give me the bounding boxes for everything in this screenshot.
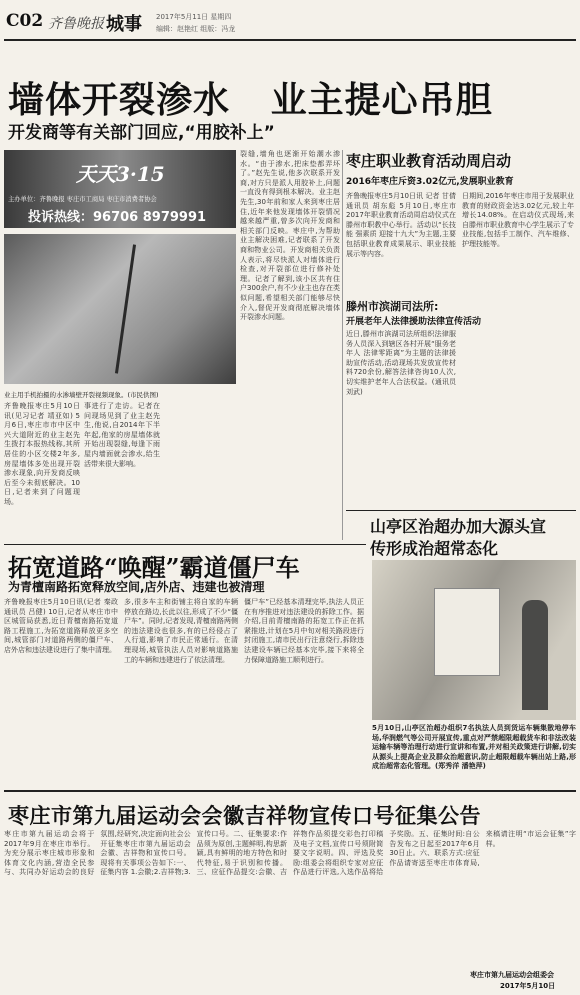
bottom-body: [4, 830, 576, 968]
edu-col-1: [346, 192, 456, 288]
bottom-footer-unit: 枣庄市第九届运动会组委会: [470, 971, 554, 979]
consumer-banner: [4, 150, 236, 228]
edu-subhead: 2016年枣庄斥资3.02亿元,发展职业教育: [346, 177, 514, 187]
edu-headline: 枣庄职业教育活动周启动: [346, 152, 512, 170]
top-headline: 墙体开裂渗水 业主提心吊胆: [8, 79, 493, 121]
col-divider: [342, 150, 343, 540]
edu-col-2: [462, 192, 574, 392]
law-text: 近日,滕州市滨湖司法所组织法律服务人员深入到辖区各村开展“服务老年人 法律零距离”为主题的法律援助宣传活动,活动现场共发放宣传材料720余份,解答法律咨询10人次,切实维护老年人合法权益。(通讯员 刘武): [346, 330, 456, 396]
law-headline: 滕州市滨湖司法所:: [346, 300, 439, 313]
shanting-photo: [372, 560, 576, 720]
shanting-caption-col: [372, 724, 576, 784]
law-subhead: 开展老年人法律援助法律宣传活动: [346, 317, 482, 327]
road-rule: [4, 544, 366, 545]
shanting-caption: 5月10日,山亭区治超办组织7名执法人员到货运车辆集散地停车场,华润燃气等公司开展宣传,重点对严禁超限超载货车和非法改装运输车辆等治理行动进行宣讲和布置,并对相关政策进行讲解,切实从源头上提高企业及群众治超意识,防止超限超载车辆出站上路,形成治超常态化管理。(郑秀洋 潘艳萍): [372, 724, 576, 771]
law-text-col: [346, 330, 456, 502]
top-col2-text: 事进行了走访。记者在问现场见到了业主赵先生,他说,自2014年下半年起,他家的房屋墙体就开始出现裂缝,每逢下雨屋内墙面就会渗水,给生活带来很大影响。: [84, 402, 160, 468]
road-subhead: 为青檀南路拓宽释放空间,店外店、违建也被清理: [8, 580, 265, 594]
editor-line: 编辑：赵艳红 组版：冯龙: [156, 25, 236, 33]
wall-crack-photo: [4, 234, 236, 384]
road-headline: 拓宽道路“唤醒”霸道僵尸车: [8, 553, 300, 582]
banner-logo-text: 天天3·15: [76, 162, 165, 186]
photo-poster: [434, 588, 500, 676]
bottom-footer-date: 2017年5月10日: [500, 982, 556, 990]
paper-name: 齐鲁晚报: [48, 16, 104, 32]
date-line: 2017年5月11日 星期四: [156, 13, 232, 21]
top-col3-text: 裂缝,墙角也逐渐开始潮水渗水。“由于渗水,把床垫都弄坏了。”赵先生说,他多次联系开发商,对方只是派人用胶补上,问题一直没有得到根本解决。业主赵先生,30年前和家人来到枣庄居住,近年来他发现墙体开裂情况越来越严重,曾多次向开发商和相关部门反映。枣庄中,为帮助业主解决困难,记者联系了开发商和物业公司。开发商相关负责人表示,将尽快派人对墙体进行检查,对开裂部位进行修补处理。记者了解到,该小区共有住户300余户,有不少业主也存在类似问题,希望相关部门能够尽快介入,督促开发商彻底解决墙体开裂渗水问题。: [240, 150, 340, 322]
bottom-body-text: 枣庄市第九届运动会将于2017年9月在枣庄市举行。为充分展示枣庄城市形象和体育文化内涵,营造全民参与、共同办好运动会的良好氛围,经研究,决定面向社会公开征集枣庄市第九届运动会会徽、吉祥物和宣传口号。现将有关事项公告如下:一、征集内容 1.会徽;2.吉祥物;3.宣传口号。二、征集要求:作品须为原创,主题鲜明,构思新颖,具有鲜明的地方特色和时代特征,易于识别和传播。三、应征作品提交:会徽、吉祥物作品须提交彩色打印稿及电子文档,宣传口号须附简要文字说明。四、评选及奖励:组委会将组织专家对应征作品进行评选,入选作品将给予奖励。五、征集时间:自公告发布之日起至2017年6月30日止。六、联系方式:应征作品请寄送至枣庄市体育局,来稿请注明“市运会征集”字样。: [4, 830, 576, 877]
edu-col1-text: 齐鲁晚报枣庄5月10日讯 记者 甘倩 通讯员 胡东彪 5月10日,枣庄市2017年职业教育活动周启动仪式在滕州市职教中心举行。活动以“长技能 强素质 迎接十九大”为主题,主要包括职业教育成果展示、职业技能展示等内容。: [346, 192, 456, 258]
road-col2-text: 多,很多车主和街铺主将自家的车辆停放在路边,长此以往,形成了不少“僵尸车”。同时,记者发现,青檀南路两侧的违法建设也很多,有的已经侵占了人行道,影响了市民正常通行。在清理现场,城管执法人员对影响道路施工的车辆和违建进行了依法清理。: [124, 598, 238, 664]
top-col1-text: 齐鲁晚报枣庄5月10日讯(见习记者 靖亚如) 5月6日,枣庄市市中区中兴大道附近的业主赵先生拨打本报热线称,其所居住的小区交楼2年多,房屋墙体多处出现开裂渗水现象,向开发商反映后至今未彻底解决。10日,记者来到了问题现场。: [4, 402, 80, 506]
bottom-rule: [4, 790, 576, 792]
top-col-2: [84, 402, 160, 540]
top-photo-caption: 业主用手机拍摄的水渗墙壁开裂视频现象。(市民供图): [4, 391, 159, 399]
road-col-2: [124, 598, 238, 780]
photo-person: [522, 600, 548, 710]
masthead-rule: [4, 39, 576, 41]
shanting-headline: 山亭区治超办加大源头宣传形成治超常态化: [370, 517, 547, 558]
top-subhead: 开发商等有关部门回应,“用胶补上”: [8, 123, 275, 143]
banner-organizers: 主办单位：齐鲁晚报 枣庄市工商局 枣庄市消费者协会: [8, 196, 157, 203]
edu-col2-text: 日期间,2016年枣庄市用于发展职业教育的财政资金达3.02亿元,较上年增长14.08%。在启动仪式现场,来自滕州市职业教育中心学生展示了专业技能,包括手工制作、汽车维修、护理技能等。: [462, 192, 574, 248]
shanting-rule: [346, 510, 576, 511]
page-number: C02: [6, 11, 44, 31]
top-col-3: [240, 150, 340, 540]
bottom-headline: 枣庄市第九届运动会会徽吉祥物宣传口号征集公告: [8, 803, 481, 828]
banner-hotline: 投诉热线：96706 8979991: [28, 210, 207, 225]
road-col3-text: 僵尸车”已经基本清理完毕,执法人员正在有序推进对违法建设的拆除工作。据介绍,目前青檀南路的拓宽工作正在抓紧推进,计划在5月中旬对相关路段进行封闭施工,请市民出行注意绕行,拆除违法建设车辆已经基本完毕,接下来将全力保障道路施工顺利进行。: [244, 598, 364, 664]
road-col-1: [4, 598, 118, 780]
top-col-1: [4, 402, 80, 540]
road-col1-text: 齐鲁晚报枣庄5月10日讯(记者 秦政 通讯员 吕健) 10日,记者从枣庄市中区城管局获悉,近日青檀南路拓宽道路工程施工,为拓宽道路释放更多空间,城管部门对道路两侧的僵尸车、店外店和违法建设进行了集中清理。: [4, 598, 118, 654]
photo-crack-line: [115, 244, 136, 373]
road-col-3: [244, 598, 364, 780]
section-name: 城事: [106, 14, 142, 35]
